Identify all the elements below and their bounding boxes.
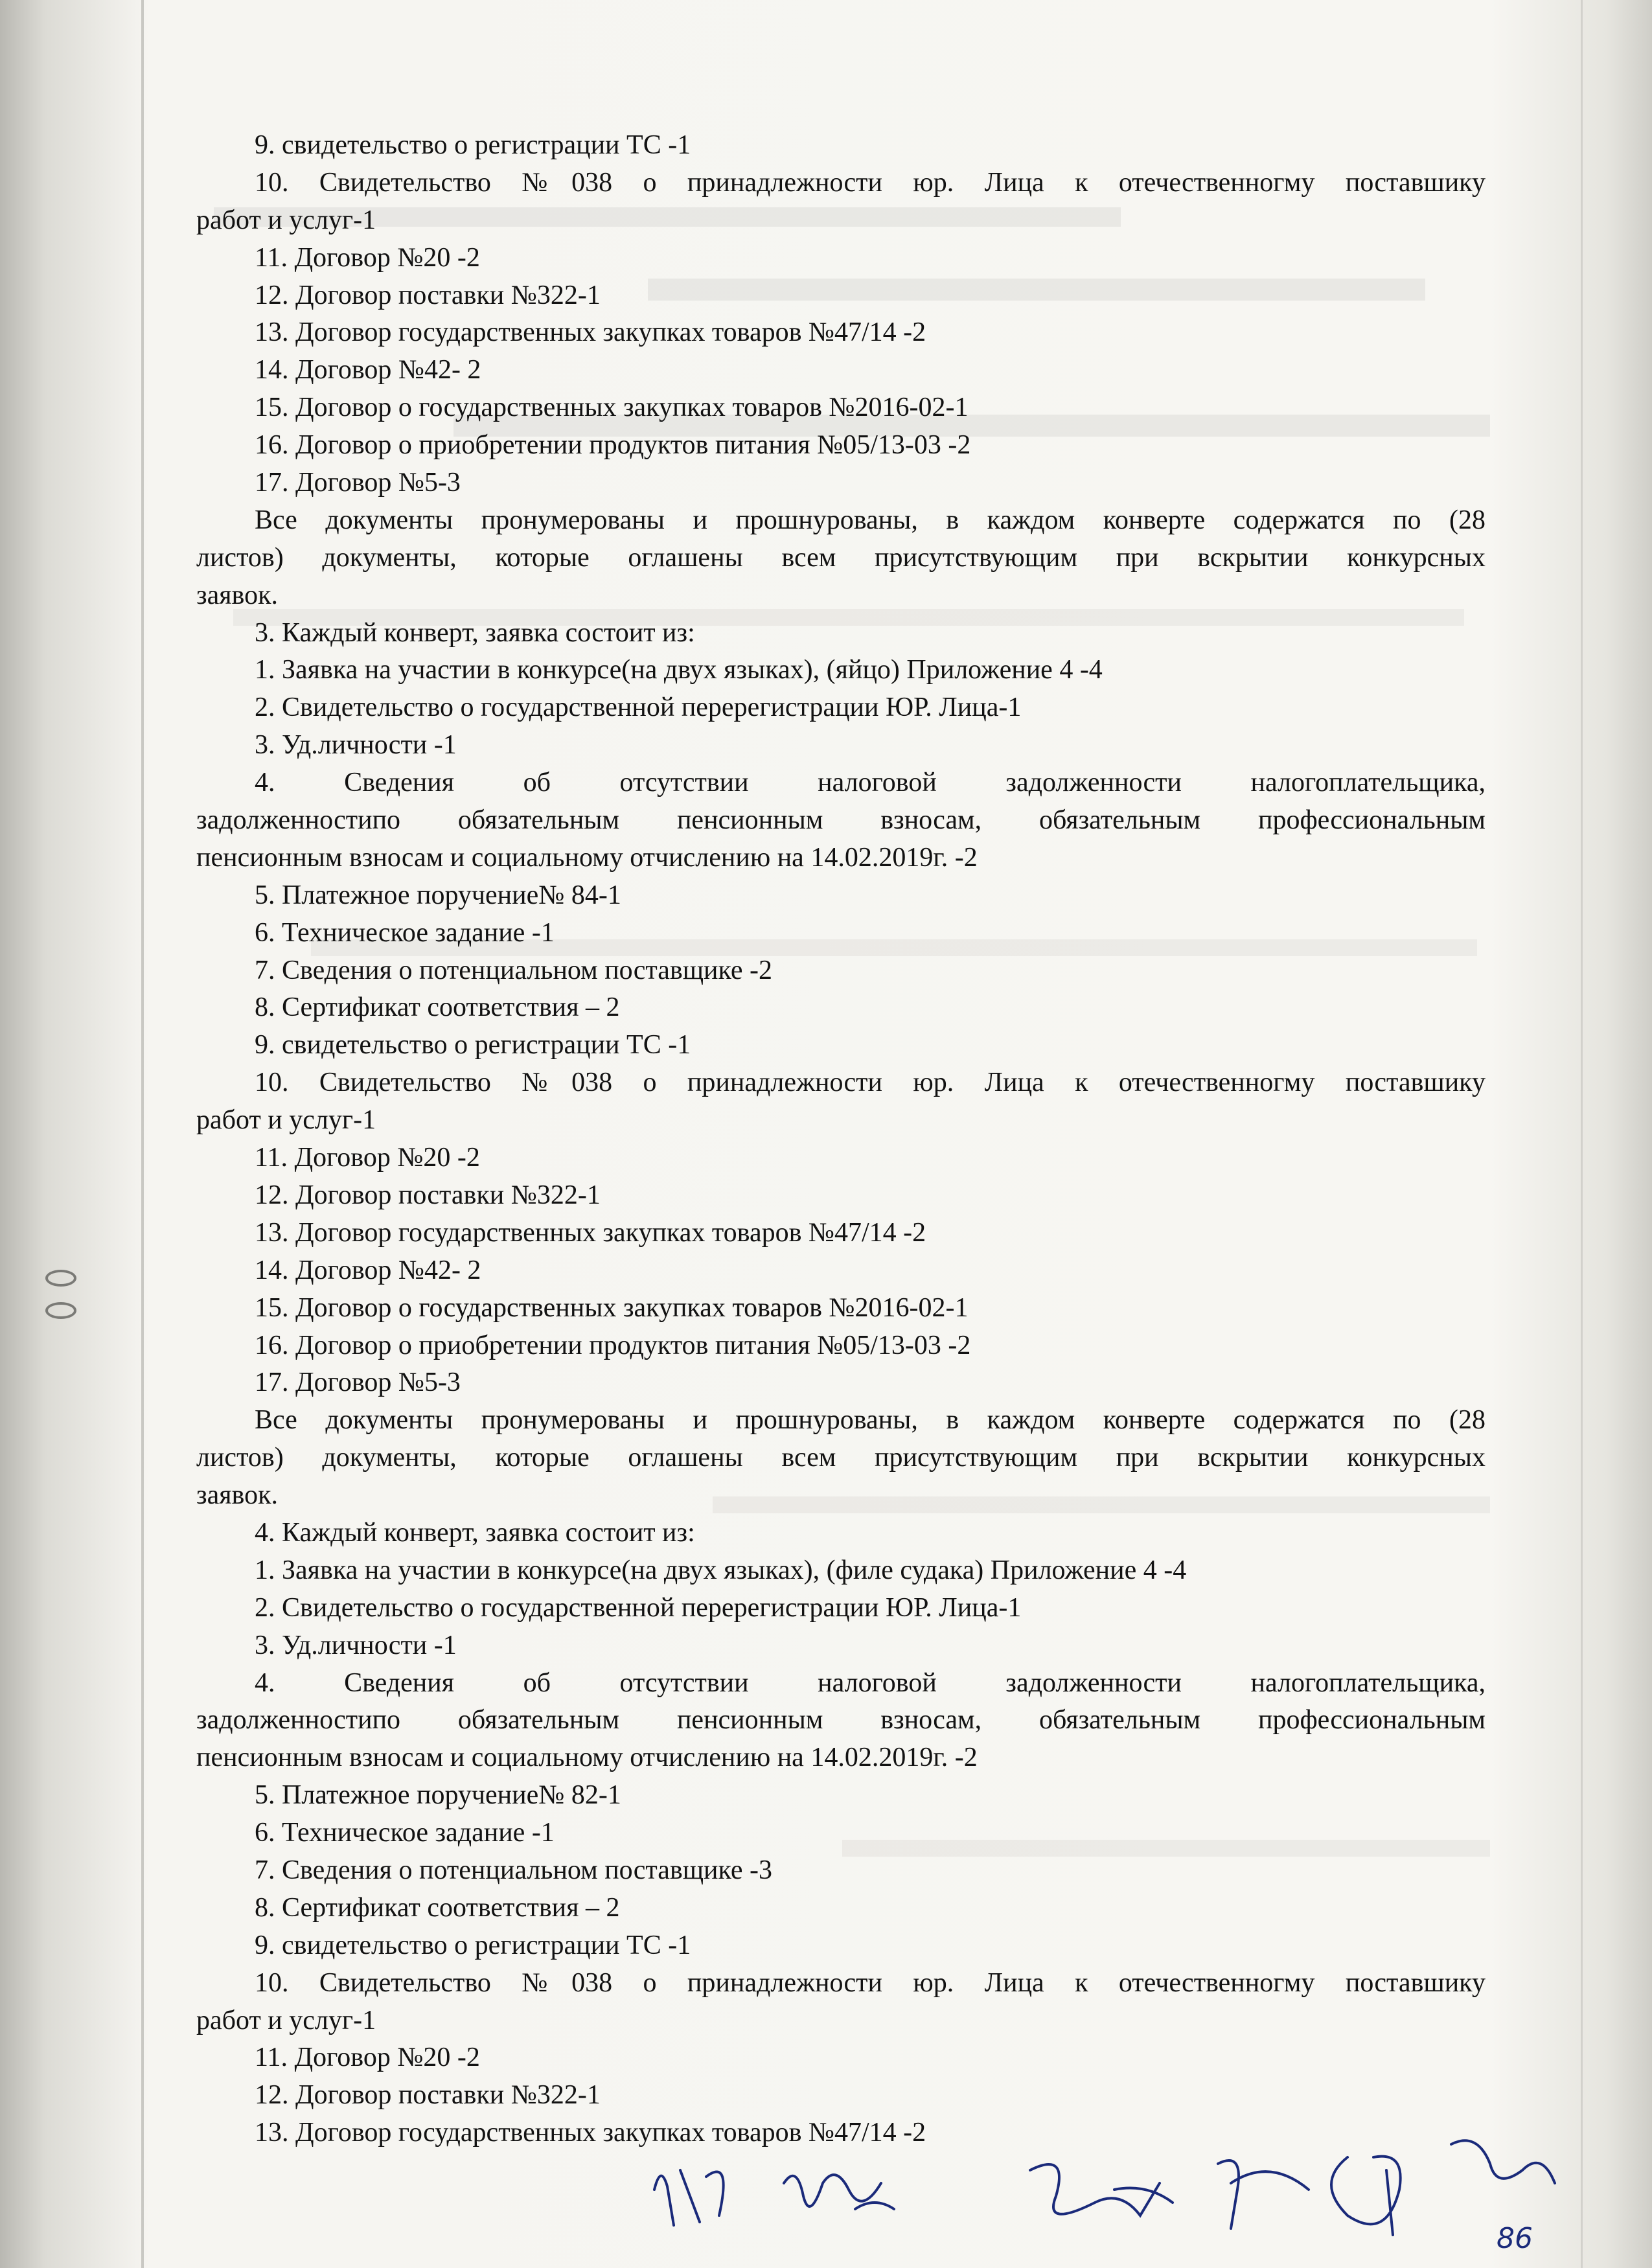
text-line: 4. Сведения об отсутствии налоговой задолженности налогоплательщика, [255, 768, 1486, 798]
text-line: 17. Договор №5-3 [255, 1368, 461, 1398]
text-line: 13. Договор государственных закупках товаров №47/14 -2 [255, 2118, 926, 2148]
text-line: 2. Свидетельство о государственной перерегистрации ЮР. Лица-1 [255, 693, 1022, 723]
text-line: 10. Свидетельство №038 о принадлежности юр. Лица к отечественногму поставшику [255, 1967, 1486, 1998]
document-body [196, 127, 1486, 2152]
text-line: работ и услуг-1 [196, 205, 376, 235]
text-line: 12. Договор поставки №322-1 [255, 2080, 601, 2111]
text-line: 11. Договор №20 -2 [255, 1143, 480, 1173]
page-edge-shadow [1581, 0, 1583, 2268]
text-line: 10. Свидетельство №038 о принадлежности юр. Лица к отечественногму поставшику [255, 1068, 1486, 1098]
text-line: 1. Заявка на участии в конкурсе(на двух языках), (яйцо) Приложение 4 -4 [255, 655, 1103, 685]
text-line: 9. свидетельство о регистрации ТС -1 [255, 1930, 691, 1960]
text-line: 7. Сведения о потенциальном поставщике -2 [255, 955, 773, 985]
signature-6 [1451, 2140, 1555, 2183]
binding-hole [45, 1270, 76, 1287]
text-line: 16. Договор о приобретении продуктов питания №05/13-03 -2 [255, 1330, 971, 1360]
text-line: 6. Техническое задание -1 [255, 1818, 555, 1848]
text-line: заявок. [196, 1480, 278, 1511]
text-line: 11. Договор №20 -2 [255, 242, 480, 273]
page-fold-shadow [141, 0, 144, 2268]
text-line: Все документы пронумерованы и прошнурованы, в каждом конверте содержатся по (28 [255, 505, 1486, 535]
text-line: 3. Уд.личности -1 [255, 1630, 457, 1660]
signature-3 [1030, 2164, 1173, 2216]
text-line: 15. Договор о государственных закупках товаров №2016-02-1 [255, 1292, 969, 1323]
text-line: 16. Договор о приобретении продуктов питания №05/13-03 -2 [255, 430, 971, 461]
text-line: пенсионным взносам и социальному отчислению на 14.02.2019г. -2 [196, 1743, 978, 1773]
signature-2 [784, 2175, 894, 2209]
text-line: 8. Сертификат соответствия – 2 [255, 1892, 620, 1923]
text-line: листов) документы, которые оглашены всем присутствующим при вскрытии конкурсных [196, 542, 1486, 573]
text-line: 5. Платежное поручение№ 82-1 [255, 1780, 621, 1811]
text-line: 6. Техническое задание -1 [255, 917, 555, 948]
text-line: 7. Сведения о потенциальном поставщике -3 [255, 1855, 773, 1885]
text-line: 10. Свидетельство №038 о принадлежности юр. Лица к отечественногму поставшику [255, 167, 1486, 198]
text-line: работ и услуг-1 [196, 2005, 376, 2035]
text-line: 14. Договор №42- 2 [255, 355, 481, 385]
text-line: Все документы пронумерованы и прошнурованы, в каждом конверте содержатся по (28 [255, 1405, 1486, 1436]
text-line: 3. Уд.личности -1 [255, 730, 457, 761]
text-line: 11. Договор №20 -2 [255, 2043, 480, 2073]
text-line: работ и услуг-1 [196, 1105, 376, 1136]
text-line: 17. Договор №5-3 [255, 468, 461, 498]
page-number: 86 [1497, 2222, 1533, 2255]
signature-1 [654, 2170, 724, 2225]
text-line: 4. Сведения об отсутствии налоговой задолженности налогоплательщика, [255, 1667, 1486, 1698]
text-line: 2. Свидетельство о государственной перерегистрации ЮР. Лица-1 [255, 1592, 1022, 1623]
signature-4 [1218, 2160, 1309, 2228]
text-line: задолженностипо обязательным пенсионным взносам, обязательным профессиональным [196, 805, 1486, 836]
text-line: 14. Договор №42- 2 [255, 1255, 481, 1285]
binding-hole [45, 1302, 76, 1319]
signatures [0, 2131, 1652, 2268]
text-line: 1. Заявка на участии в конкурсе(на двух языках), (филе судака) Приложение 4 -4 [255, 1555, 1187, 1585]
text-line: 13. Договор государственных закупках товаров №47/14 -2 [255, 317, 926, 348]
text-line: задолженностипо обязательным пенсионным взносам, обязательным профессиональным [196, 1705, 1486, 1735]
text-line: 3. Каждый конверт, заявка состоит из: [255, 617, 695, 648]
text-line: 15. Договор о государственных закупках товаров №2016-02-1 [255, 393, 969, 423]
text-line: 9. свидетельство о регистрации ТС -1 [255, 1030, 691, 1060]
text-line: 12. Договор поставки №322-1 [255, 1180, 601, 1210]
text-line: 5. Платежное поручение№ 84-1 [255, 880, 621, 910]
text-line: 13. Договор государственных закупках товаров №47/14 -2 [255, 1217, 926, 1248]
text-line: 12. Договор поставки №322-1 [255, 280, 601, 310]
text-line: заявок. [196, 580, 278, 610]
signature-5 [1331, 2157, 1401, 2235]
text-line: листов) документы, которые оглашены всем присутствующим при вскрытии конкурсных [196, 1443, 1486, 1473]
text-line: 9. свидетельство о регистрации ТС -1 [255, 130, 691, 160]
text-line: 8. Сертификат соответствия – 2 [255, 992, 620, 1023]
text-line: 4. Каждый конверт, заявка состоит из: [255, 1517, 695, 1548]
text-line: пенсионным взносам и социальному отчислению на 14.02.2019г. -2 [196, 842, 978, 873]
